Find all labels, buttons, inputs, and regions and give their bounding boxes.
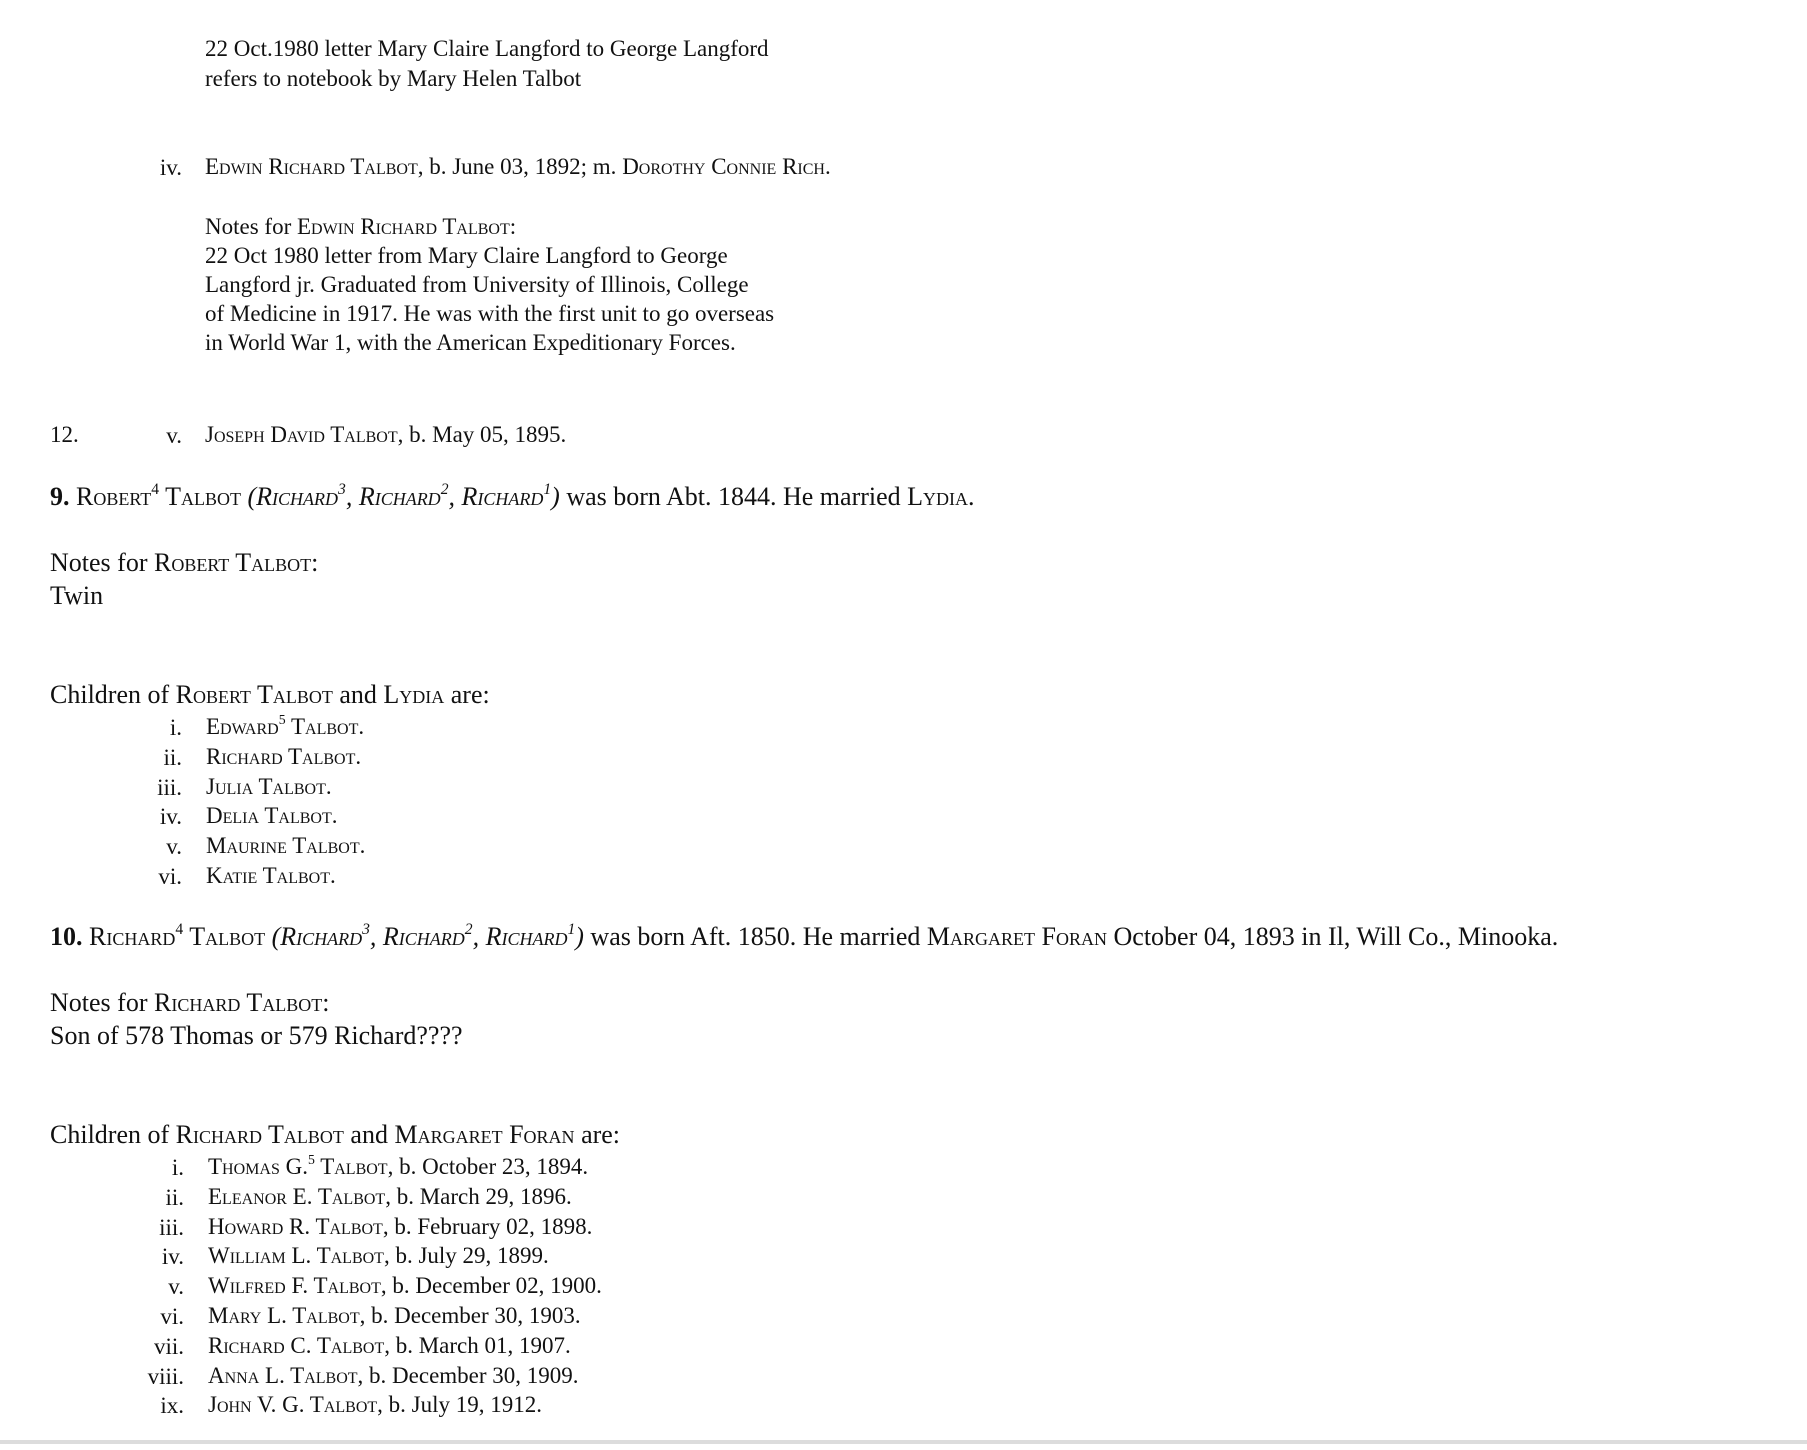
entry-9-heading [50, 480, 975, 511]
child-numeral: iv. [159, 804, 182, 830]
child-entry-edwin [205, 155, 831, 178]
child-name: Julia Talbot [206, 773, 326, 799]
child-numeral: v. [166, 834, 182, 860]
child-details: , b. February 02, 1898. [382, 1213, 593, 1239]
child-details: , b. October 23, 1894. [387, 1154, 589, 1179]
spouse-name: Dorothy Connie Rich [622, 154, 825, 179]
notes-person: Richard Talbot [153, 988, 323, 1017]
child-numeral: v. [168, 1274, 184, 1300]
generation-sup: 4 [151, 480, 160, 498]
page-bottom-edge [0, 1440, 1807, 1444]
child-name: Anna L. Talbot [208, 1362, 358, 1388]
child-details: . [331, 803, 338, 829]
child-numeral: ii. [163, 744, 182, 770]
children-heading: Children of Richard Talbot and Margaret Foran are: [50, 1120, 621, 1149]
entry-number: 9. [50, 482, 70, 511]
child-details: . [325, 773, 332, 799]
child-numeral: iv. [161, 1244, 184, 1270]
person-name: Robert$^4$ Talbot [76, 480, 241, 511]
child-name: Maurine Talbot [206, 833, 360, 859]
child-entry [208, 1393, 542, 1416]
child-details: , b. December 30, 1903. [359, 1303, 581, 1328]
notes-line: in World War 1, with the American Expeditionary Forces. [205, 330, 736, 355]
child-numeral: iii. [157, 774, 182, 800]
spouse-name: Margaret Foran [926, 922, 1107, 951]
child-details: . [359, 833, 366, 859]
child-entry [208, 1274, 602, 1297]
top-note-line-2: refers to notebook by Mary Helen Talbot [205, 66, 582, 91]
child-entry [208, 1244, 549, 1267]
child-numeral: iv. [159, 155, 182, 180]
child-entry [206, 834, 365, 857]
child-entry [208, 1364, 579, 1387]
punct: . [824, 154, 831, 179]
child-details: , b. December 02, 1900. [380, 1273, 602, 1299]
child-entry [206, 775, 332, 798]
notes-line: Langford jr. Graduated from University of Illinois, College [205, 272, 749, 297]
entry-text: was born Aft. 1850. He married [583, 922, 927, 951]
child-numeral: i. [171, 1155, 184, 1180]
child-numeral: v. [166, 423, 182, 448]
child-numeral: viii. [147, 1363, 184, 1389]
punct: : [509, 214, 517, 239]
punct: : [311, 548, 319, 577]
child-name: Howard R. Talbot [208, 1213, 383, 1239]
child-name: William L. Talbot [208, 1243, 384, 1269]
child-name: Delia Talbot [206, 803, 332, 829]
child-details: , b. July 29, 1899. [383, 1243, 549, 1269]
notes-heading-richard [50, 990, 329, 1016]
notes-heading-edwin [205, 215, 516, 238]
notes-text: Son of 578 Thomas or 579 Richard???? [50, 1021, 463, 1050]
child-numeral: ix. [160, 1393, 184, 1419]
notes-person: Robert Talbot [153, 548, 312, 577]
punct: : [322, 988, 330, 1017]
child-entry [208, 1215, 592, 1238]
entry-number: 10. [50, 922, 83, 951]
child-numeral: i. [169, 715, 182, 740]
child-details: , b. December 30, 1909. [357, 1362, 579, 1388]
child-numeral: vi. [160, 1304, 184, 1329]
child-surname: Talbot [285, 714, 359, 739]
child-name: Edward [206, 714, 279, 739]
entry-text: was born Abt. 1844. He married [559, 482, 908, 511]
child-details: , b. May 05, 1895. [397, 422, 567, 447]
notes-label: Notes for [205, 214, 297, 239]
generation-sup: 5 [278, 711, 286, 727]
child-details: , b. March 29, 1896. [385, 1183, 572, 1209]
child-name: Wilfred F. Talbot [208, 1273, 381, 1299]
child-surname: Talbot [314, 1154, 388, 1179]
child-name: Eleanor E. Talbot [208, 1183, 386, 1209]
lineage: (Richard$^3$, Richard$^2$, Richard$^1$) [247, 480, 560, 511]
spouse-name: Lydia [907, 482, 969, 511]
child-numeral: ii. [165, 1184, 184, 1210]
notes-label: Notes for [50, 548, 154, 577]
child-numeral: vi. [158, 864, 182, 889]
child-details: . [329, 863, 336, 888]
child-ref-number: 12. [50, 422, 79, 447]
child-name: Richard Talbot [206, 743, 356, 769]
person-name: Joseph David Talbot [205, 422, 398, 447]
child-details: , b. July 19, 1912. [377, 1392, 543, 1418]
child-entry [206, 804, 338, 827]
child-entry [206, 864, 336, 887]
child-name: John V. G. Talbot [208, 1392, 378, 1418]
punct: . [968, 482, 975, 511]
child-entry [206, 711, 365, 739]
child-numeral: vii. [153, 1333, 184, 1359]
child-name: Mary L. Talbot [208, 1303, 360, 1328]
child-details: . [358, 714, 365, 739]
child-details: , b. March 01, 1907. [384, 1332, 571, 1358]
children-heading: Children of Robert Talbot and Lydia are: [50, 680, 490, 709]
lineage: (Richard$^3$, Richard$^2$, Richard$^1$) [271, 920, 584, 951]
child-entry [208, 1185, 572, 1208]
child-entry [208, 1151, 589, 1179]
child-details: , b. June 03, 1892; m. [417, 154, 623, 179]
generation-sup: 5 [307, 1151, 315, 1167]
entry-text: October 04, 1893 in Il, Will Co., Minooka. [1107, 922, 1559, 951]
notes-heading-robert [50, 550, 318, 576]
notes-person: Edwin Richard Talbot [296, 214, 510, 239]
generation-sup: 4 [175, 920, 184, 938]
top-note-line-1: 22 Oct.1980 letter Mary Claire Langford to George Langford [205, 36, 769, 61]
notes-text: Twin [50, 581, 104, 610]
child-name: Katie Talbot [206, 863, 330, 888]
child-name: Thomas G. [208, 1154, 308, 1179]
child-entry [208, 1304, 581, 1327]
child-numeral: iii. [159, 1214, 184, 1240]
notes-label: Notes for [50, 988, 154, 1017]
notes-line: of Medicine in 1917. He was with the first unit to go overseas [205, 301, 775, 326]
person-name: Edwin Richard Talbot [205, 154, 418, 179]
child-details: . [355, 743, 362, 769]
person-name: Richard$^4$ Talbot [89, 920, 266, 951]
child-entry [208, 1334, 571, 1357]
child-entry [206, 745, 361, 768]
child-name: Richard C. Talbot [208, 1332, 385, 1358]
entry-10-heading [50, 920, 1559, 951]
notes-line: 22 Oct 1980 letter from Mary Claire Langford to George [205, 243, 728, 268]
child-entry-joseph [205, 423, 566, 446]
